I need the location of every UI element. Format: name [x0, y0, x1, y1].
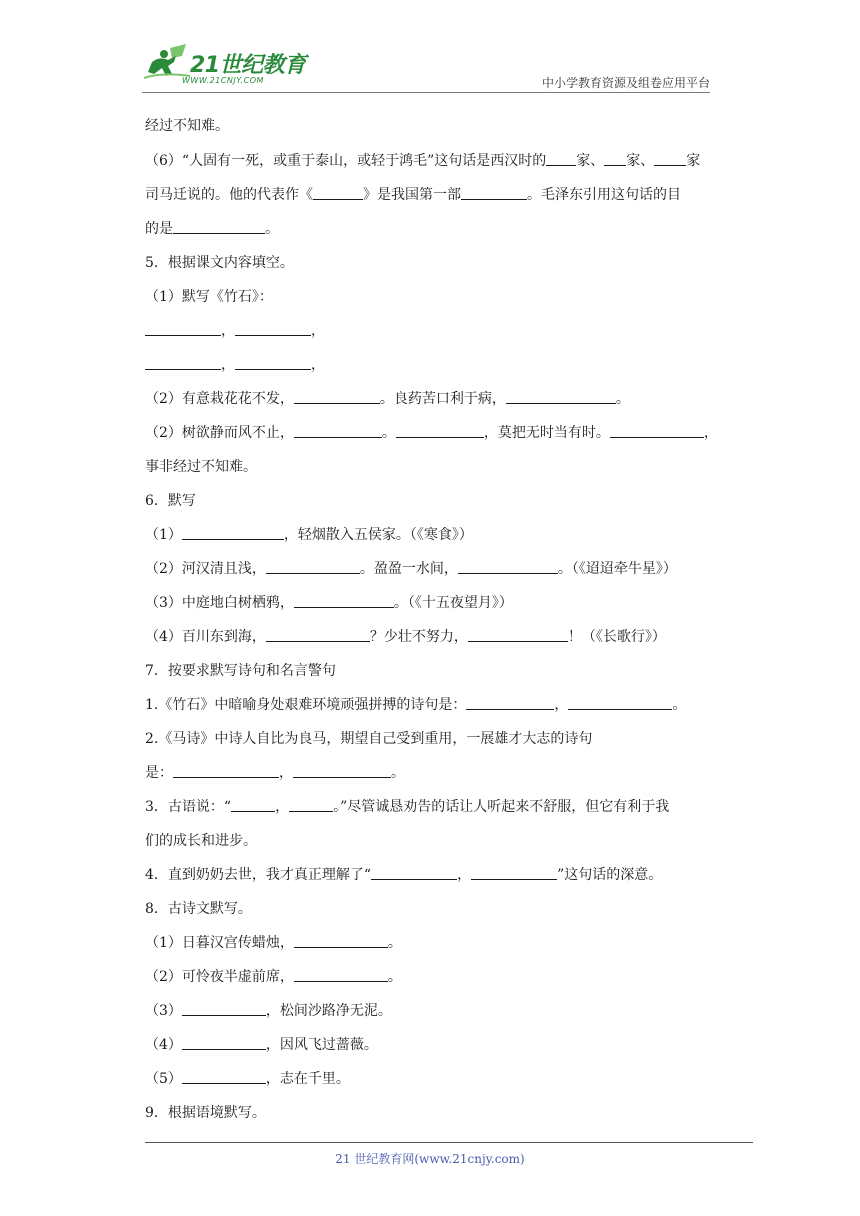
- text-segment: 2.《马诗》中诗人自比为良马，期望自己受到重用，一展雄才大志的诗句: [145, 731, 593, 747]
- text-segment: 司马迁说的。他的代表作《: [145, 187, 313, 203]
- text-line: [145, 967, 402, 987]
- text-segment: 家: [686, 153, 701, 169]
- text-segment: 5．根据课文内容填空。: [145, 255, 294, 271]
- text-line: [145, 185, 681, 205]
- text-segment: 家、: [576, 153, 605, 169]
- text-segment: 》是我国第一部: [363, 187, 461, 203]
- text-segment: ，因风飞过蔷薇。: [265, 1037, 378, 1053]
- answer-blank[interactable]: [266, 627, 370, 642]
- page-header: [0, 0, 860, 100]
- answer-blank[interactable]: [182, 525, 284, 540]
- text-line: [145, 899, 252, 919]
- text-line: [145, 151, 700, 171]
- text-segment: 家、: [626, 153, 655, 169]
- footer-text: 21 世纪教育网(www.21cnjy.com): [335, 1152, 525, 1166]
- text-line: [145, 933, 402, 953]
- answer-blank[interactable]: [294, 967, 388, 982]
- text-line: [145, 661, 336, 681]
- text-line: [145, 287, 273, 307]
- text-segment: 经过不知难。: [145, 118, 229, 134]
- text-segment: （3）: [145, 1003, 182, 1019]
- text-segment: 。盈盈一水间，: [359, 561, 458, 577]
- text-segment: 。（《迢迢牵牛星》）: [557, 561, 677, 577]
- answer-blank[interactable]: [182, 1069, 266, 1084]
- text-segment: 1.《竹石》中暗喻身处艰难环境顽强拼搏的诗句是：: [145, 697, 467, 713]
- text-line: [145, 729, 592, 749]
- text-segment: 4．直到奶奶去世，我才真正理解了“: [145, 867, 372, 883]
- answer-blank[interactable]: [294, 423, 382, 438]
- answer-blank[interactable]: [293, 763, 391, 778]
- text-segment: ，: [457, 867, 472, 883]
- answer-blank[interactable]: [294, 933, 388, 948]
- answer-blank[interactable]: [604, 151, 626, 166]
- text-line: [145, 253, 294, 273]
- text-segment: ，志在千里。: [265, 1071, 350, 1087]
- text-line: [145, 559, 677, 579]
- answer-blank[interactable]: [182, 1035, 266, 1050]
- text-line: [145, 831, 257, 851]
- text-segment: 。: [387, 935, 402, 951]
- text-segment: ”这句话的深意。: [557, 867, 663, 883]
- text-line: [145, 457, 257, 477]
- text-segment: 。: [265, 221, 279, 237]
- text-segment: ，: [221, 357, 235, 373]
- text-line: [145, 525, 473, 545]
- answer-blank[interactable]: [266, 559, 360, 574]
- answer-blank[interactable]: [235, 321, 311, 336]
- answer-blank[interactable]: [313, 185, 363, 200]
- text-line: [145, 219, 279, 239]
- text-line: [145, 321, 325, 341]
- answer-blank[interactable]: [568, 695, 672, 710]
- text-segment: 。”尽管诚恳劝告的话让人听起来不舒服，但它有利于我: [333, 799, 670, 815]
- text-line: [145, 1069, 350, 1089]
- text-segment: （2）可怜夜半虚前席，: [145, 969, 294, 985]
- answer-blank[interactable]: [182, 1001, 266, 1016]
- text-segment: （2）河汉清且浅，: [145, 561, 266, 577]
- answer-blank[interactable]: [458, 559, 558, 574]
- answer-blank[interactable]: [173, 763, 279, 778]
- logo: [142, 44, 312, 92]
- text-segment: 。: [672, 697, 687, 713]
- text-segment: （2）树欲静而风不止，: [145, 425, 294, 441]
- answer-blank[interactable]: [371, 865, 457, 880]
- text-segment: 。毛泽东引用这句话的目: [527, 187, 681, 203]
- text-segment: （4）: [145, 1037, 182, 1053]
- text-segment: 6．默写: [145, 493, 196, 509]
- answer-blank[interactable]: [654, 151, 686, 166]
- text-line: [145, 627, 666, 647]
- answer-blank[interactable]: [466, 695, 554, 710]
- header-divider: [142, 92, 710, 93]
- answer-blank[interactable]: [461, 185, 527, 200]
- text-segment: （5）: [145, 1071, 182, 1087]
- text-segment: （1）: [145, 527, 182, 543]
- answer-blank[interactable]: [231, 797, 275, 812]
- text-line: [145, 695, 686, 715]
- text-segment: 。良药苦口利于病，: [379, 391, 506, 407]
- text-segment: ，: [311, 357, 325, 373]
- text-segment: 7．按要求默写诗句和名言警句: [145, 663, 336, 679]
- text-line: [145, 389, 630, 409]
- text-line: [145, 797, 669, 817]
- text-segment: 8．古诗文默写。: [145, 901, 252, 917]
- text-segment: ，: [311, 323, 325, 339]
- text-line: [145, 763, 405, 783]
- text-segment: ，莫把无时当有时。: [483, 425, 610, 441]
- text-segment: ，松间沙路净无泥。: [265, 1003, 392, 1019]
- answer-blank[interactable]: [610, 423, 704, 438]
- text-segment: （1）日暮汉宫传蜡烛，: [145, 935, 294, 951]
- answer-blank[interactable]: [468, 627, 568, 642]
- text-segment: （6）“人固有一死，或重于泰山，或轻于鸿毛”这句话是西汉时的: [145, 153, 547, 169]
- text-segment: ！（《长歌行》）: [567, 629, 666, 645]
- text-line: [145, 865, 662, 885]
- text-segment: 。: [381, 425, 396, 441]
- text-segment: 。（《十五夜望月》）: [393, 595, 513, 611]
- text-segment: 。: [615, 391, 630, 407]
- text-line: [145, 355, 325, 375]
- answer-blank[interactable]: [294, 593, 394, 608]
- answer-blank[interactable]: [235, 355, 311, 370]
- text-segment: ，: [703, 425, 718, 441]
- text-segment: （3）中庭地白树栖鸦，: [145, 595, 294, 611]
- text-line: [145, 1001, 392, 1021]
- text-segment: 。: [391, 765, 405, 781]
- text-segment: ，: [279, 765, 293, 781]
- text-segment: ，: [554, 697, 569, 713]
- text-segment: 3．古语说：“: [145, 799, 232, 815]
- text-line: [145, 1103, 266, 1123]
- answer-blank[interactable]: [145, 321, 221, 336]
- answer-blank[interactable]: [145, 355, 221, 370]
- answer-blank[interactable]: [506, 389, 616, 404]
- text-line: [145, 423, 718, 443]
- answer-blank[interactable]: [173, 219, 265, 234]
- text-segment: ？少壮不努力，: [369, 629, 468, 645]
- text-segment: ，: [275, 799, 290, 815]
- answer-blank[interactable]: [294, 389, 380, 404]
- text-line: [145, 1035, 378, 1055]
- text-segment: 的是: [145, 221, 173, 237]
- text-segment: 是：: [145, 765, 173, 781]
- text-segment: ，轻烟散入五侯家。（《寒食》）: [283, 527, 473, 543]
- answer-blank[interactable]: [546, 151, 576, 166]
- answer-blank[interactable]: [396, 423, 484, 438]
- answer-blank[interactable]: [471, 865, 557, 880]
- answer-blank[interactable]: [289, 797, 333, 812]
- logo-text: 21世纪教育: [190, 53, 306, 78]
- text-segment: （1）默写《竹石》：: [145, 289, 273, 305]
- text-segment: ，: [221, 323, 235, 339]
- text-line: [145, 116, 229, 136]
- text-segment: 9．根据语境默写。: [145, 1105, 266, 1121]
- footer-divider: [145, 1142, 753, 1143]
- platform-name: 中小学教育资源及组卷应用平台: [541, 76, 710, 90]
- text-segment: （4）百川东到海，: [145, 629, 266, 645]
- text-segment: 们的成长和进步。: [145, 833, 257, 849]
- text-segment: 。: [387, 969, 402, 985]
- text-segment: 事非经过不知难。: [145, 459, 257, 475]
- logo-url: WWW.21CNJY.COM: [182, 76, 264, 85]
- text-line: [145, 491, 196, 511]
- text-segment: （2）有意栽花花不发，: [145, 391, 294, 407]
- text-line: [145, 593, 513, 613]
